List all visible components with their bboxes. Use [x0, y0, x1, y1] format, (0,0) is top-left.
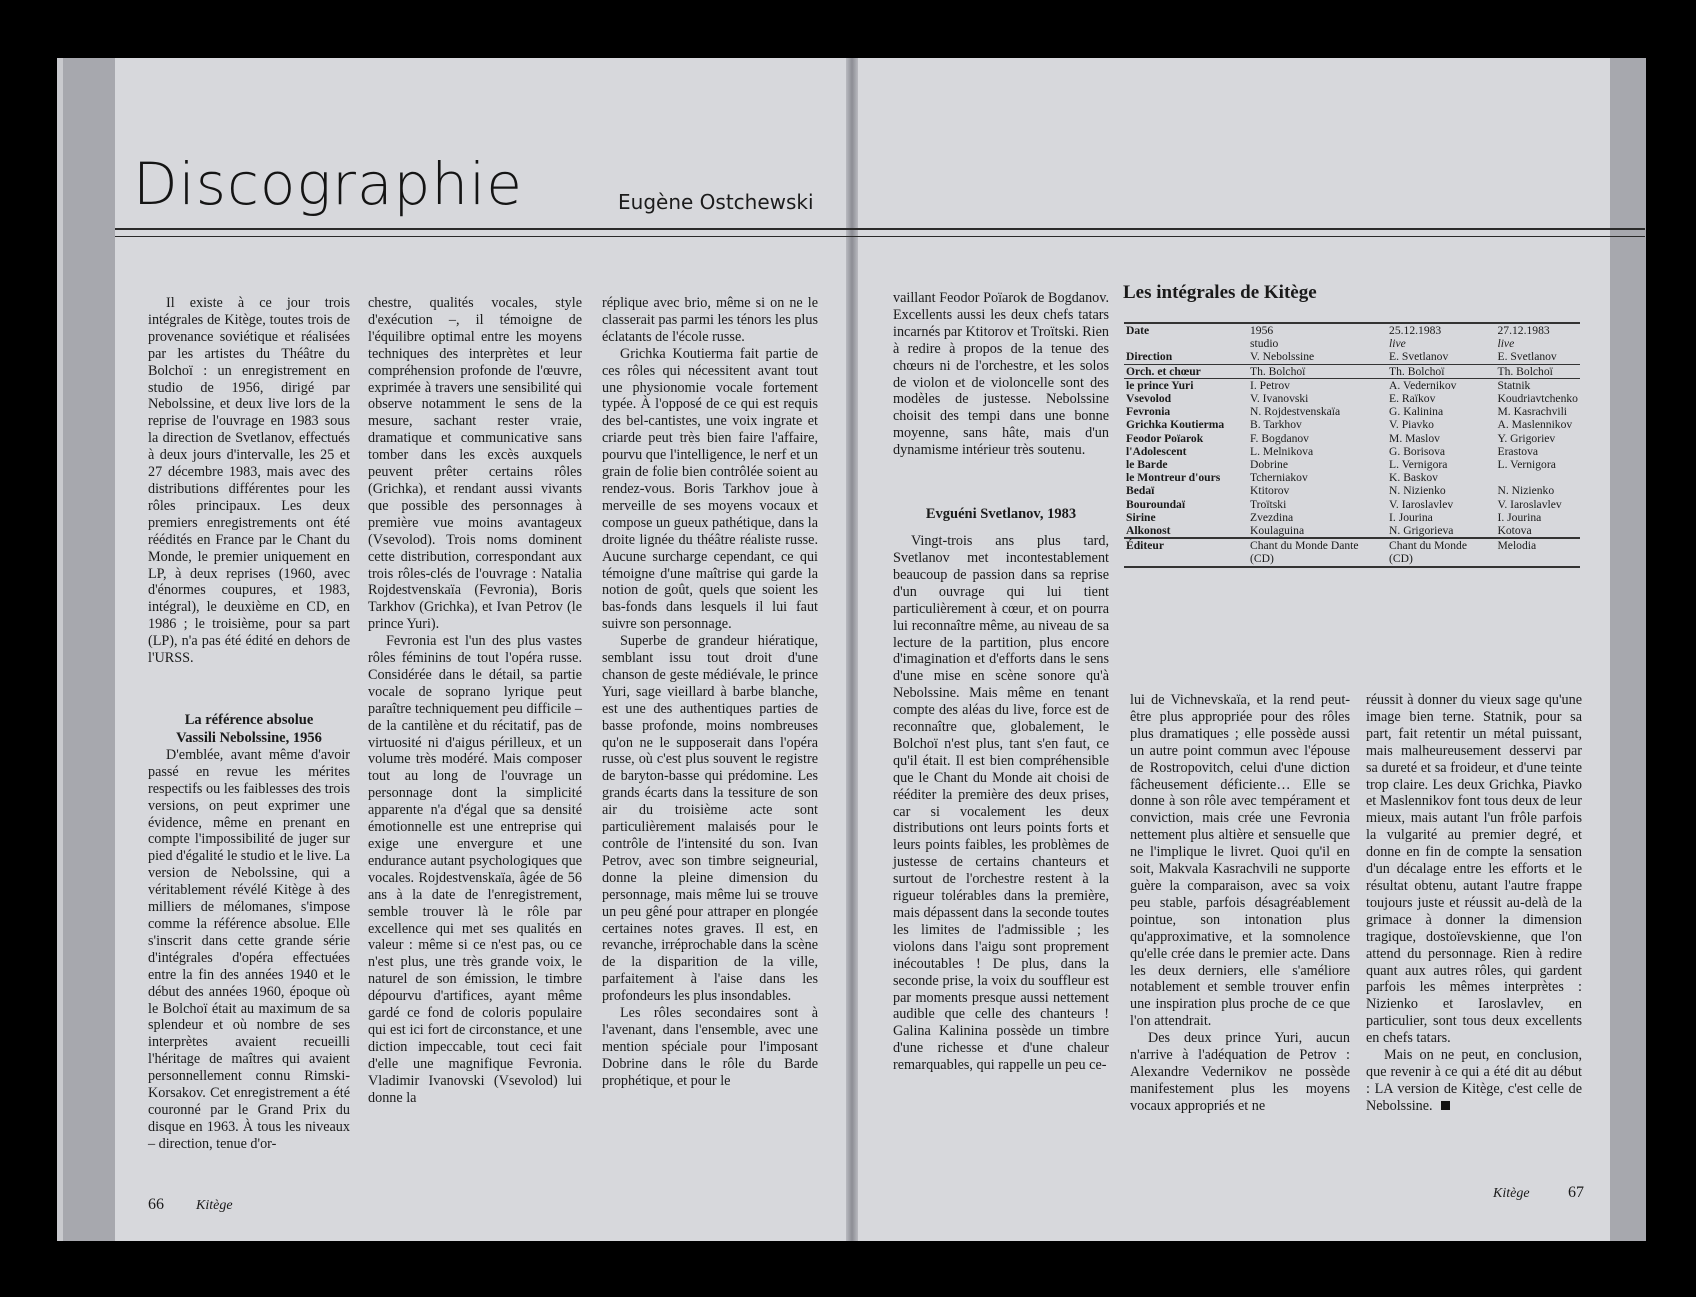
table-cell: I. Petrov: [1250, 378, 1290, 392]
table-title: Les intégrales de Kitège: [1123, 282, 1317, 303]
section-heading-line1: La référence absolue: [184, 711, 314, 728]
table-cell: I. Jourina: [1497, 510, 1542, 524]
table-cell: Sirine: [1126, 510, 1156, 524]
table-cell: M. Kasrachvili: [1497, 405, 1568, 419]
table-header-cell: 25.12.1983 live: [1387, 323, 1495, 350]
table-cell: Koulaguina: [1250, 524, 1305, 538]
table-row: [1124, 471, 1580, 484]
column-3: [602, 295, 818, 1090]
table-cell: N. Nizienko: [1497, 484, 1555, 498]
paragraph: Vingt-trois ans plus tard, Svetlanov met incontestablement beaucoup de passion dans sa reprise d'un ouvrage qui lui tient particulièrement à cœur, et on pourra lui reconnaître même, au niveau de sa lecture de la partition, plus encore d'imagination et d'efforts dans le sens d'une mise en scène sonore qu'à Nebolssine. Mais même en tenant compte des aléas du live, force est de reconnaître que, globalement, le Bolchoï n'est plus, tant s'en faut, ce qu'il était. Il est bien compréhensible que le Chant du Monde ait choisi de rééditer la première des deux prises, car si vocalement les deux distributions ont leurs points forts et leurs points faibles, les problèmes de justesse de certains chanteurs et surtout de l'orchestre restent à la rigueur tolérables dans la première, mais dépassent dans la seconde toutes les limites de l'admissible ; les violons dans l'aigu sont proprement inécoutables ! De plus, dans la seconde prise, la voix du souffleur est par moments presque aussi nettement audible que celle des chanteurs ! Galina Kalinina possède un timbre d'une richesse et d'une chaleur remarquables, qui rappelle un peu ce-: [893, 533, 1109, 1074]
table-cell: Grichka Koutierma: [1126, 418, 1225, 432]
table-cell: B. Tarkhov: [1250, 418, 1302, 432]
paragraph: Des deux prince Yuri, aucun n'arrive à l'adéquation de Petrov : Alexandre Vedernikov ne possède manifestement plus les moyens vocaux appropriés et ne: [1130, 1030, 1350, 1114]
table-row: [1124, 378, 1580, 392]
intro-paragraph: Il existe à ce jour trois intégrales de Kitège, toutes trois de provenance soviétique et réalisées par les artistes du Théâtre du Bolchoï : un enregistrement en studio de 1956, dirigé par Nebolssine, et deux live lors de la reprise de l'ouvrage en 1983 sous la direction de Svetlanov, effectués à deux jours d'intervalle, les 25 et 27 décembre 1983, mais avec des distributions différentes pour les rôles principaux. Les deux premiers enregistrements ont été réédités en France par le Chant du Monde, le premier uniquement en LP, à deux reprises (1960, avec d'énormes coupures, et 1983, intégral), le deuxième en CD, en 1986 ; le troisième, pour sa part (LP), n'a pas été édité en dehors de l'URSS.: [148, 295, 350, 667]
paragraph: Les rôles secondaires sont à l'avenant, dans l'ensemble, avec une mention spéciale pour l'imposant Dobrine dans le rôle du Barde prophétique, et pour le: [602, 1005, 818, 1089]
paragraph: vaillant Feodor Poïarok de Bogdanov. Excellents aussi les deux chefs tatars incarnés par Ktitorov et Troïtski. Rien à redire à propos de la tenue des chœurs ni de l'orchestre, et les solos de violon et de violoncelle sont des modèles de justesse. Nebolssine choisit des tempi dans une bonne moyenne, sans hâte, mais d'un dynamisme intérieur très soutenu.: [893, 290, 1109, 459]
table-cell: Th. Bolchoï: [1495, 364, 1580, 378]
section-heading: Evguéni Svetlanov, 1983: [925, 506, 1077, 523]
table-cell: Y. Grigoriev: [1497, 431, 1556, 445]
paragraph: Grichka Koutierma fait partie de ces rôles qui nécessitent avant tout une physionomie vocale fortement typée. À l'opposé de ce qui est requis des bel-cantistes, une voix ingrate et criarde peut très bien faire l'affaire, pourvu que l'intelligence, le nerf et un grain de folie bien contrôlée soient au rendez-vous. Boris Tarkhov joue à merveille de ses moyens vocaux et compose un gueux pathétique, dans la droite lignée du théâtre réaliste russe. Aucune surcharge cependant, ce qui témoigne d'une maîtrise qui garde la notion de goût, quels que soient les bas-fonds dans lesquels il lui faut suivre son personnage.: [602, 345, 818, 633]
table-cell: V. Ivanovski: [1250, 392, 1309, 406]
table-cell: l'Adolescent: [1126, 444, 1187, 458]
section-heading-line2: Vassili Nebolssine, 1956: [176, 729, 322, 746]
table-cell: le Barde: [1126, 458, 1168, 472]
table-cell: A. Maslennikov: [1497, 418, 1573, 432]
running-title-left: Kitège: [196, 1198, 233, 1213]
table-cell: N. Grigorieva: [1389, 524, 1454, 538]
table-header-cell: 27.12.1983 live: [1495, 323, 1580, 350]
table-cell: Bedaï: [1126, 484, 1155, 498]
table-cell: N. Rojdestvenskaïa: [1250, 405, 1341, 419]
table-cell: Feodor Poïarok: [1126, 431, 1204, 445]
table-cell: Koudriavtchenko: [1497, 392, 1578, 406]
column-5: [1130, 692, 1350, 1115]
table-cell: G. Kalinina: [1389, 405, 1444, 419]
table-row: [1124, 392, 1580, 405]
title-rule-top: [115, 228, 1645, 230]
table-cell: L. Vernigora: [1497, 458, 1556, 472]
table-row: [1124, 484, 1580, 497]
paragraph: chestre, qualités vocales, style d'exécution –, il témoigne de l'équilibre optimal entre les moyens techniques des interprètes et leur compréhension profonde de l'œuvre, exprimée à travers une sensibilité qui observe notamment le sens de la mesure, sachant rester vraie, dramatique et communicative sans tomber dans les excès auxquels peuvent prêter certains rôles (Grichka), et rendant aussi vivants que possible des personnages à première vue moins avantageux (Vsevolod). Trois noms dominent cette distribution, correspondant aux trois rôles-clés de l'ouvrage : Natalia Rojdestvenskaïa (Fevronia), Boris Tarkhov (Grichka), et Ivan Petrov (le prince Yuri).: [368, 295, 582, 633]
table-cell: V. Iaroslavlev: [1497, 497, 1562, 511]
end-of-article-mark: [1441, 1101, 1450, 1110]
table-cell: Th. Bolchoï: [1248, 364, 1387, 378]
table-cell: Statnik: [1497, 378, 1531, 392]
table-cell: E. Svetlanov: [1387, 350, 1495, 364]
table-cell: Fevronia: [1126, 405, 1171, 419]
page-number-right: 67: [1568, 1184, 1584, 1201]
paragraph: Fevronia est l'un des plus vastes rôles féminins de tout l'opéra russe. Considérée dans le détail, sa partie vocale de soprano lyrique peut paraître techniquement peu difficile – de la cantilène et du récitatif, pas de virtuosité ni d'aigus périlleux, et un volume très modéré. Mais composer tout au long de l'ouvrage un personnage dont la simplicité apparente n'a d'égal que sa densité émotionnelle est une entreprise qui exige une envergure et une endurance autant psychologiques que vocales. Rojdestvenskaïa, âgée de 56 ans à la date de l'enregistrement, semble trouver là le rôle par excellence qui met ses qualités en valeur : même si ce n'est pas, ou ce n'est plus, une très grande voix, le naturel de son émission, le timbre dépourvu d'artifices, ayant même gardé ce fond de coloris populaire qui est ici fort de circonstance, et une diction impeccable, tout ceci fait d'elle une magnifique Fevronia. Vladimir Ivanovski (Vsevolod) lui donne la: [368, 633, 582, 1106]
table-cell: A. Vedernikov: [1389, 378, 1457, 392]
table-cell: N. Nizienko: [1389, 484, 1446, 498]
table-role-rows: [1124, 378, 1580, 538]
table-cell: [1495, 471, 1580, 484]
paragraph: Mais on ne peut, en conclusion, que revenir à ce qui a été dit au début : LA version de Kitège, c'est celle de Nebolssine.: [1366, 1047, 1582, 1114]
table-cell: Melodia: [1495, 538, 1580, 566]
table-cell: V. Piavko: [1389, 418, 1434, 432]
column-4: [893, 290, 1109, 1074]
paragraph: D'emblée, avant même d'avoir passé en revue les mérites respectifs ou les faiblesses des trois versions, on peut exprimer une évidence, même en prenant en compte l'impossibilité de juger sur pied d'égalité le studio et le live. La version de Nebolssine, qui a véritablement révélé Kitège à des milliers de mélomanes, s'impose comme la référence absolue. Elle s'inscrit dans cette grande série d'intégrales d'opéra effectuées entre la fin des années 1940 et le début des années 1960, époque où le Bolchoï était au maximum de sa splendeur et où nombre de ses interprètes avaient recueilli l'héritage de maîtres qui avaient personnellement connu Rimski-Korsakov. Cet enregistrement a été couronné par le Grand Prix du disque en 1963. À tous les niveaux – direction, tenue d'or-: [148, 746, 350, 1152]
table-cell: Tcherniakov: [1250, 471, 1308, 485]
table-cell: Orch. et chœur: [1124, 364, 1248, 378]
table-cell: Direction: [1124, 350, 1248, 364]
table-cell: G. Borisova: [1389, 444, 1446, 458]
table-row: [1124, 538, 1580, 566]
table-cell: Bouroundaï: [1126, 497, 1186, 511]
table-cell: Chant du Monde (CD): [1387, 538, 1495, 566]
table-cell: Dobrine: [1250, 458, 1288, 472]
table-cell: V. Nebolssine: [1248, 350, 1387, 364]
table-cell: Th. Bolchoï: [1387, 364, 1495, 378]
table-row: [1124, 432, 1580, 445]
running-title-right: Kitège: [1493, 1186, 1530, 1201]
table-header-cell: Date: [1124, 323, 1248, 350]
column-2: [368, 295, 582, 1107]
paragraph: lui de Vichnevskaïa, et la rend peut-être plus appropriée pour des rôles plus dramatiques ; elle possède aussi un autre point commun avec l'épouse de Rostropovitch, celui d'une diction fâcheusement déficiente… Elle se donne à son rôle avec tempérament et conviction, mais crée une Fevronia nettement plus altière et sensuelle que ne l'implique le livret. Quoi qu'il en soit, Makvala Kasrachvili ne supporte guère la comparaison, avec sa voix peu stable, parfois désagréablement pointue, son intonation plus qu'approximative, et la somnolence qu'elle crée dans le premier acte. Dans les deux derniers, elle s'améliore notablement et semble trouver enfin une inspiration plus proche de ce que l'on attendrait.: [1130, 692, 1350, 1030]
table-header-row: [1124, 323, 1580, 350]
table-cell: K. Baskov: [1389, 471, 1438, 485]
table-cell: V. Iaroslavlev: [1389, 497, 1454, 511]
table-cell: Erastova: [1497, 444, 1539, 458]
paragraph: Superbe de grandeur hiératique, semblant issu tout droit d'une chanson de geste médiévale, le prince Yuri, sage vieillard à barbe blanche, est une des authentiques parties de basse profonde, moins nombreuses qu'on ne le supposerait dans l'opéra russe, où c'est plus souvent le registre de baryton-basse qui prédomine. Les grands écarts dans la tessiture de son air du troisième acte sont particulièrement malaisés pour le contrôle de l'intensité du son. Ivan Petrov, avec son timbre seigneurial, donne la pleine dimension du personnage, mais même lui se trouve un peu gêné pour attraper en plongée certaines notes graves. Il est, en revanche, irréprochable dans la scène de la disparition de la ville, parfaitement à l'aise dans les profondeurs les plus insondables.: [602, 633, 818, 1005]
page-title: Discographie: [133, 150, 523, 218]
table-cell: Éditeur: [1124, 538, 1248, 566]
title-rule-bottom: [115, 236, 1645, 237]
table-row: [1124, 511, 1580, 524]
table-cell: L. Melnikova: [1250, 444, 1314, 458]
table-cell: Ktitorov: [1250, 484, 1290, 498]
table-cell: Kotova: [1497, 524, 1532, 538]
left-page-margin-band: [57, 58, 115, 1241]
table-cell: E. Svetlanov: [1495, 350, 1580, 364]
column-6: [1366, 692, 1582, 1115]
column-1: [148, 295, 350, 1153]
table-row: [1124, 524, 1580, 538]
table-row: [1124, 405, 1580, 418]
table-cell: F. Bogdanov: [1250, 431, 1309, 445]
table-row: [1124, 445, 1580, 458]
table-cell: Alkonost: [1126, 524, 1171, 538]
table-cell: E. Raïkov: [1389, 392, 1436, 406]
table-row: [1124, 498, 1580, 511]
paragraph: réussit à donner du vieux sage qu'une image bien terne. Statnik, pour sa part, fait retentir un métal puissant, mais malheureusement desservi par sa dureté et sa froideur, et d'une teinte trop claire. Les deux Grichka, Piavko et Maslennikov font tous deux de leur mieux, mais autant l'un frôle parfois la vulgarité au premier degré, et donne en fin de compte la sensation d'un décalage entre les efforts et le résultat obtenu, autant l'autre frappe toujours juste et réussit au-delà de la grimace à donner la dimension tragique, dostoïevskienne, que l'on attend du personnage. Rien à redire quant aux autres rôles, qui gardent parfois les mêmes interprètes : Nizienko et Iaroslavlev, en particulier, sont tous deux excellents en chefs tatars.: [1366, 692, 1582, 1047]
table-row: [1124, 458, 1580, 471]
page-number-left: 66: [148, 1196, 164, 1213]
discography-table: [1124, 322, 1580, 568]
table-row: [1124, 418, 1580, 431]
table-cell: Chant du Monde Dante (CD): [1248, 538, 1387, 566]
table-cell: Zvezdina: [1250, 510, 1294, 524]
table-row: [1124, 350, 1580, 364]
table-cell: Vsevolod: [1126, 392, 1172, 406]
table-cell: L. Vernigora: [1389, 458, 1448, 472]
paragraph: réplique avec brio, même si on ne le classerait pas parmi les ténors les plus éclatants de l'école russe.: [602, 295, 818, 345]
table-cell: M. Maslov: [1389, 431, 1440, 445]
table-cell: le prince Yuri: [1126, 378, 1194, 392]
table-cell: Troïtski: [1250, 497, 1287, 511]
author-name: Eugène Ostchewski: [618, 190, 814, 214]
table-header-cell: 1956 studio: [1248, 323, 1387, 350]
left-page-edge: [57, 58, 63, 1241]
table-row: [1124, 364, 1580, 378]
table-cell: I. Jourina: [1389, 510, 1433, 524]
table-cell: le Montreur d'ours: [1126, 471, 1221, 485]
